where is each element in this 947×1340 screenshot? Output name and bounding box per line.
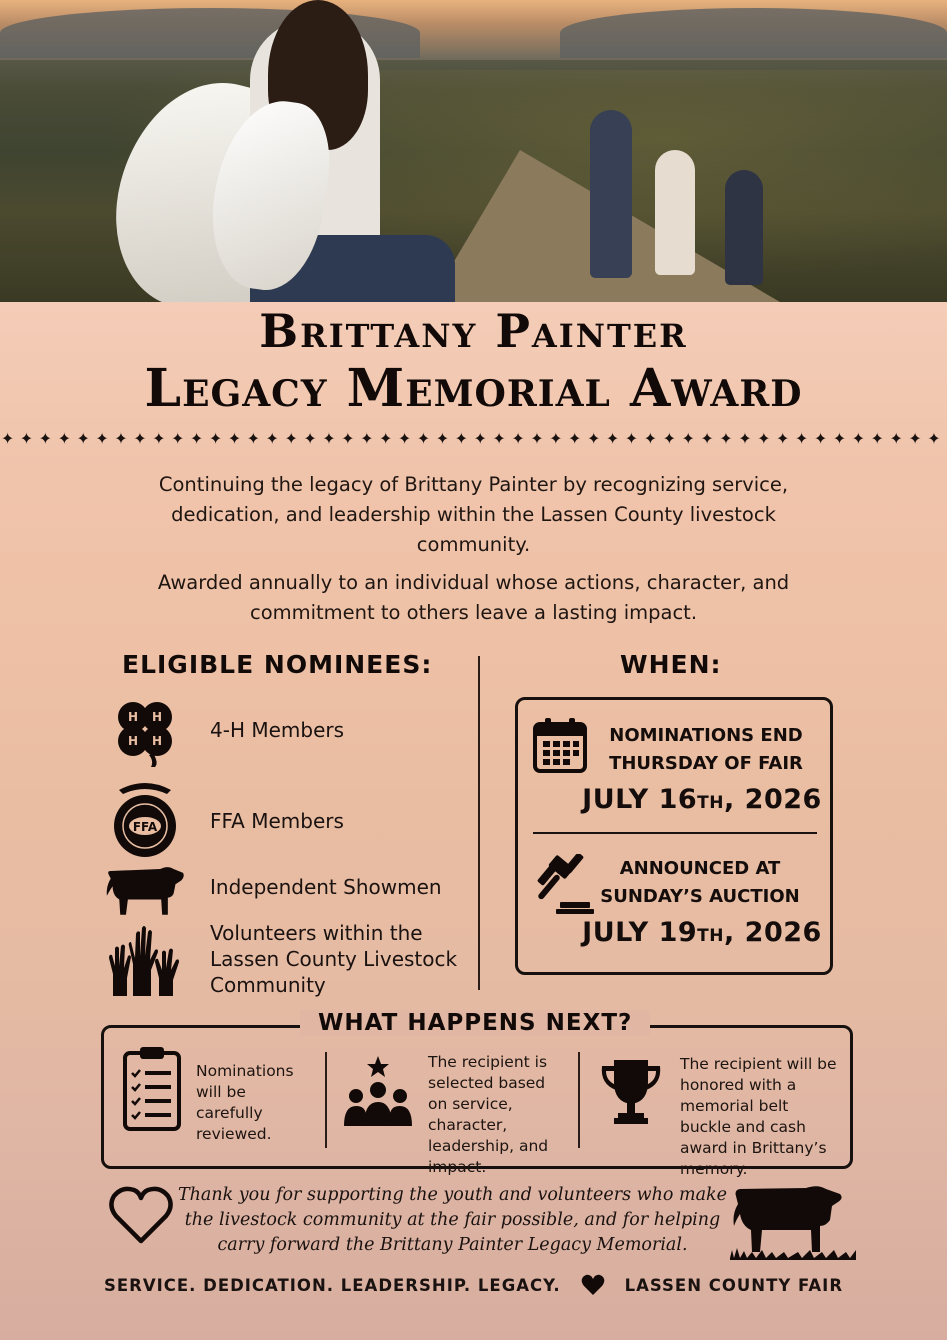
- tagline-right: LASSEN COUNTY FAIR: [624, 1275, 844, 1295]
- announced-line-2: SUNDAY’S AUCTION: [600, 886, 800, 907]
- nominee-item: [105, 916, 465, 996]
- clipboard-checklist-icon: [122, 1045, 182, 1133]
- child-figure: [725, 170, 763, 285]
- eligible-heading: ELIGIBLE NOMINEES:: [122, 650, 433, 679]
- gavel-icon: [532, 854, 594, 916]
- nominee-label: 4-H Members: [210, 718, 345, 742]
- step-divider: [578, 1052, 580, 1148]
- four-h-clover-icon: [105, 695, 185, 767]
- calendar-icon: [532, 716, 588, 774]
- nominee-item: [105, 862, 465, 922]
- title-line-2: Legacy Memorial Award: [144, 358, 803, 419]
- child-figure: [590, 110, 632, 278]
- ffa-emblem-icon: [105, 778, 185, 860]
- when-box: [515, 697, 833, 975]
- tagline-left: SERVICE. DEDICATION. LEADERSHIP. LEGACY.: [103, 1275, 561, 1295]
- announced-date: JULY 19TH, 2026: [582, 917, 822, 948]
- nominee-item: [105, 778, 465, 858]
- svg-text:H: H: [151, 710, 163, 724]
- svg-text:H: H: [151, 734, 163, 748]
- header-photo: [0, 0, 947, 302]
- intro-paragraph-1: Continuing the legacy of Brittany Painter by recognizing service, dedication, and leadership within the Lassen County livestock community.: [158, 473, 789, 556]
- nominations-line-2: THURSDAY OF FAIR: [609, 753, 803, 774]
- heart-icon: [581, 1274, 605, 1296]
- step-divider: [325, 1052, 327, 1148]
- nominee-label: Volunteers within the Lassen County Livestock Community: [210, 921, 458, 997]
- when-divider: [533, 832, 817, 834]
- intro-paragraph-2: Awarded annually to an individual whose actions, character, and commitment to others leave a lasting impact.: [157, 571, 790, 624]
- title-line-1: Brittany Painter: [259, 304, 688, 358]
- step-3-text: The recipient will be honored with a memorial belt buckle and cash award in Brittany’s memory.: [680, 1055, 837, 1178]
- raised-hands-icon: [105, 916, 185, 998]
- cow-icon: [105, 862, 185, 918]
- group-star-icon: [342, 1054, 414, 1128]
- tagline: [0, 1274, 947, 1296]
- nominations-date: JULY 16TH, 2026: [582, 784, 822, 815]
- nominations-line-1: NOMINATIONS END: [609, 725, 803, 746]
- column-divider: [478, 656, 480, 990]
- thank-you-message: Thank you for supporting the youth and volunteers who make the livestock community at the fair possible, and for helping carry forward the Brittany Painter Legacy Memorial.: [177, 1185, 728, 1255]
- svg-text:H: H: [127, 734, 139, 748]
- nominee-item: [105, 695, 465, 765]
- cow-on-grass-icon: [728, 1180, 858, 1260]
- step-2-text: The recipient is selected based on service, character, leadership, and impact.: [428, 1053, 549, 1176]
- when-heading: WHEN:: [620, 650, 722, 679]
- step-1-text: Nominations will be carefully reviewed.: [196, 1062, 294, 1143]
- svg-text:H: H: [127, 710, 139, 724]
- heart-outline-icon: [108, 1184, 174, 1246]
- nominee-label: Independent Showmen: [210, 875, 442, 899]
- svg-text:FFA: FFA: [132, 820, 158, 834]
- nominee-label: FFA Members: [210, 809, 344, 833]
- next-heading: WHAT HAPPENS NEXT?: [300, 1010, 650, 1036]
- child-figure: [655, 150, 695, 275]
- trophy-icon: [598, 1058, 664, 1126]
- announced-line-1: ANNOUNCED AT: [619, 858, 781, 879]
- star-divider: ✦✦✦✦✦✦✦✦✦✦✦✦✦✦✦✦✦✦✦✦✦✦✦✦✦✦✦✦✦✦✦✦✦✦✦✦✦✦✦✦✦✦✦✦✦✦✦✦✦✦: [0, 429, 947, 448]
